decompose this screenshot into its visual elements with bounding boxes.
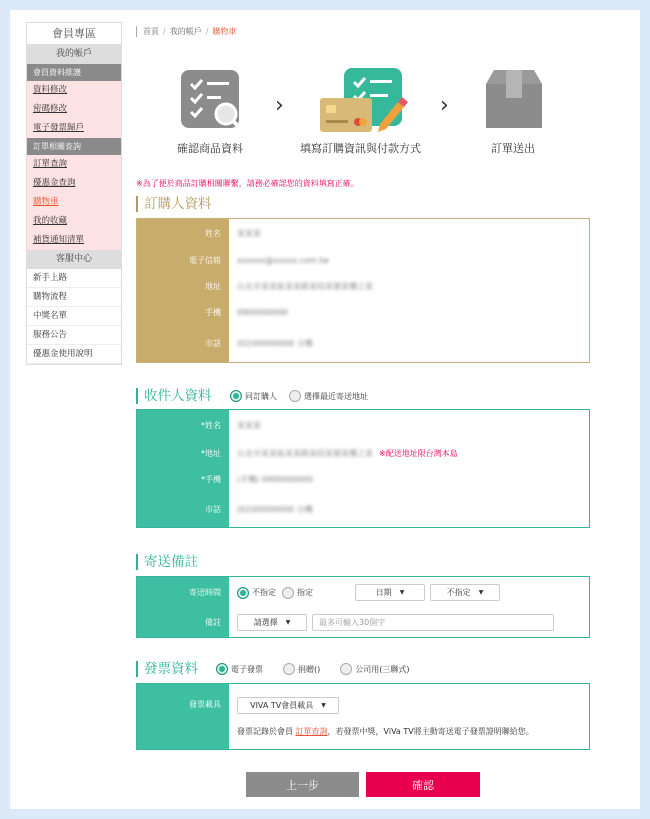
sidebar-link-e-invoice[interactable]: 電子發票歸戶: [27, 119, 121, 138]
order-query-link[interactable]: 訂單查詢: [295, 726, 328, 736]
recipient-address-value[interactable]: 台北市某某區某某路某段某號某樓之某: [237, 448, 373, 458]
orderer-table: [136, 218, 590, 363]
dropdown-caret-icon: ▼: [478, 589, 484, 596]
remark-placeholder: 最多可輸入30個字: [319, 618, 386, 627]
invoice-carrier-select[interactable]: [237, 697, 339, 714]
time-select-value: 不指定: [446, 588, 471, 597]
form-notice: ※為了便於商品訂購相關聯繫，請務必確認您的資料填寫正確。: [136, 179, 359, 188]
field-label: 市話: [137, 326, 229, 362]
date-select-value: 日期: [375, 588, 392, 597]
radio-selected-icon[interactable]: [237, 587, 249, 599]
invoice-note-prefix: 發票記錄於會員: [237, 726, 293, 736]
radio-icon[interactable]: [282, 587, 294, 599]
sidebar-link-cart[interactable]: 購物車: [27, 193, 121, 212]
shipping-date-select[interactable]: [355, 584, 425, 601]
invoice-note: [237, 726, 534, 737]
shipping-time-select[interactable]: [430, 584, 500, 601]
orderer-row-name: [137, 219, 589, 248]
sidebar-title: 會員專區: [27, 23, 121, 45]
field-label: 姓名: [137, 219, 229, 248]
breadcrumb-home[interactable]: 首頁: [143, 27, 159, 36]
shipping-time-row: [137, 577, 589, 608]
shipping-any-option[interactable]: [237, 587, 276, 599]
field-label: *姓名: [137, 410, 229, 440]
field-label: 市話: [137, 492, 229, 527]
recipient-row-mobile: [137, 466, 589, 492]
orderer-name-value: 某某某: [237, 228, 261, 238]
radio-selected-icon[interactable]: [216, 663, 228, 675]
sidebar-link-shopping-flow[interactable]: 購物流程: [27, 288, 121, 307]
sidebar-link-credit-guide[interactable]: 優惠金使用說明: [27, 345, 121, 364]
field-label: 寄送時間: [137, 577, 229, 608]
recipient-same-label: 同訂購人: [245, 391, 277, 401]
invoice-donate-option[interactable]: [283, 663, 320, 675]
sidebar-link-credit-query[interactable]: 優惠金查詢: [27, 174, 121, 193]
field-label: 備註: [137, 608, 229, 637]
recipient-options: [230, 390, 374, 402]
carrier-select-value: VIVA TV會員載具: [250, 700, 314, 710]
sidebar-link-beginner[interactable]: 新手上路: [27, 269, 121, 288]
invoice-donate-label: 捐贈(): [298, 664, 321, 674]
member-sidebar: [26, 22, 122, 365]
field-label: 手機: [137, 300, 229, 326]
field-label: 電子信箱: [137, 248, 229, 274]
step-1-label: 確認商品資料: [177, 142, 243, 155]
sidebar-link-announcements[interactable]: 服務公告: [27, 326, 121, 345]
step-3-label: 訂單送出: [491, 142, 535, 155]
recipient-section-title: 收件人資料: [136, 388, 212, 404]
step-2-label: 填寫訂購資訊與付款方式: [300, 142, 421, 155]
orderer-row-phone: [137, 326, 589, 362]
breadcrumb-current: 購物車: [212, 27, 237, 36]
orderer-mobile-value: 0900000000: [237, 308, 288, 317]
radio-icon[interactable]: [340, 663, 352, 675]
field-label: *手機: [137, 466, 229, 492]
address-restriction-note: ※配送地址限台灣本島: [379, 448, 458, 458]
sidebar-link-order-query[interactable]: 訂單查詢: [27, 155, 121, 174]
invoice-table: [136, 683, 590, 750]
recipient-phone-value[interactable]: (02)00000000 分機: [237, 505, 313, 514]
sidebar-link-change-password[interactable]: 密碼修改: [27, 100, 121, 119]
invoice-company-label: 公司用(三聯式): [355, 664, 410, 674]
remark-input[interactable]: [312, 614, 554, 631]
recipient-row-phone: [137, 492, 589, 527]
remark-select[interactable]: [237, 614, 307, 631]
recipient-table: [136, 409, 590, 528]
shipping-any-label: 不指定: [252, 588, 276, 597]
payment-form-icon: [318, 66, 408, 139]
shipping-specify-option[interactable]: [282, 587, 313, 599]
orderer-email-value: xxxxxx@xxxxx.com.tw: [237, 256, 329, 265]
orderer-row-address: [137, 274, 589, 300]
orderer-row-email: [137, 248, 589, 274]
sidebar-link-favorites[interactable]: 我的收藏: [27, 212, 121, 231]
step-arrow-icon: ›: [275, 93, 284, 118]
orderer-address-value: 台北市某某區某某路某段某號某樓之某: [237, 282, 373, 291]
back-button[interactable]: 上一步: [246, 772, 359, 797]
invoice-carrier-row: [137, 684, 589, 749]
step-arrow-icon-2: ›: [440, 93, 449, 118]
invoice-e-label: 電子發票: [231, 664, 263, 674]
recipient-row-name: [137, 410, 589, 440]
shipping-section-title: 寄送備註: [136, 554, 198, 570]
orderer-row-mobile: [137, 300, 589, 326]
invoice-e-option[interactable]: [216, 663, 263, 675]
field-label: 發票載具: [137, 684, 229, 749]
recipient-recent-label: 選擇最近寄送地址: [304, 391, 368, 401]
breadcrumb: 首頁 / 我的帳戶 / 購物車: [136, 26, 236, 37]
sidebar-link-winners[interactable]: 中獎名單: [27, 307, 121, 326]
orderer-phone-value: (02)00000000 分機: [237, 339, 313, 348]
shipping-specify-label: 指定: [297, 588, 313, 597]
recipient-same-option[interactable]: [230, 390, 277, 402]
sidebar-account-header: 我的帳戶: [27, 45, 121, 64]
invoice-note-suffix: ，若發票中獎，ViVa TV將主動寄送電子發票證明聯給您。: [327, 726, 534, 736]
dropdown-caret-icon: ▼: [285, 619, 291, 626]
sidebar-link-restock[interactable]: 補貨通知清單: [27, 231, 121, 250]
recipient-row-address: [137, 440, 589, 466]
dropdown-caret-icon: ▼: [399, 589, 405, 596]
orderer-section-title: 訂購人資料: [136, 196, 212, 212]
package-box-icon: [484, 68, 544, 133]
radio-selected-icon[interactable]: [230, 390, 242, 402]
sidebar-section-order: 訂單相關查詢: [27, 138, 121, 155]
field-label: *地址: [137, 440, 229, 466]
shipping-table: [136, 576, 590, 638]
invoice-options: [216, 663, 416, 675]
radio-icon[interactable]: [283, 663, 295, 675]
invoice-company-option[interactable]: [340, 663, 409, 675]
confirm-button[interactable]: 確認: [366, 772, 480, 797]
radio-icon[interactable]: [289, 390, 301, 402]
sidebar-service-header: 客服中心: [27, 250, 121, 269]
checklist-icon: [179, 68, 243, 135]
invoice-section-title: 發票資料: [136, 661, 198, 677]
breadcrumb-account[interactable]: 我的帳戶: [169, 27, 202, 36]
shipping-remark-row: [137, 608, 589, 637]
dropdown-caret-icon: ▼: [321, 701, 326, 709]
recipient-name-value[interactable]: 某某某: [237, 420, 261, 430]
remark-select-value: 請選擇: [253, 618, 278, 627]
recipient-recent-option[interactable]: [289, 390, 368, 402]
field-label: 地址: [137, 274, 229, 300]
sidebar-link-edit-profile[interactable]: 資料修改: [27, 81, 121, 100]
sidebar-section-member: 會員資料維護: [27, 64, 121, 81]
recipient-mobile-value[interactable]: (手機) 0900000000: [237, 474, 313, 484]
